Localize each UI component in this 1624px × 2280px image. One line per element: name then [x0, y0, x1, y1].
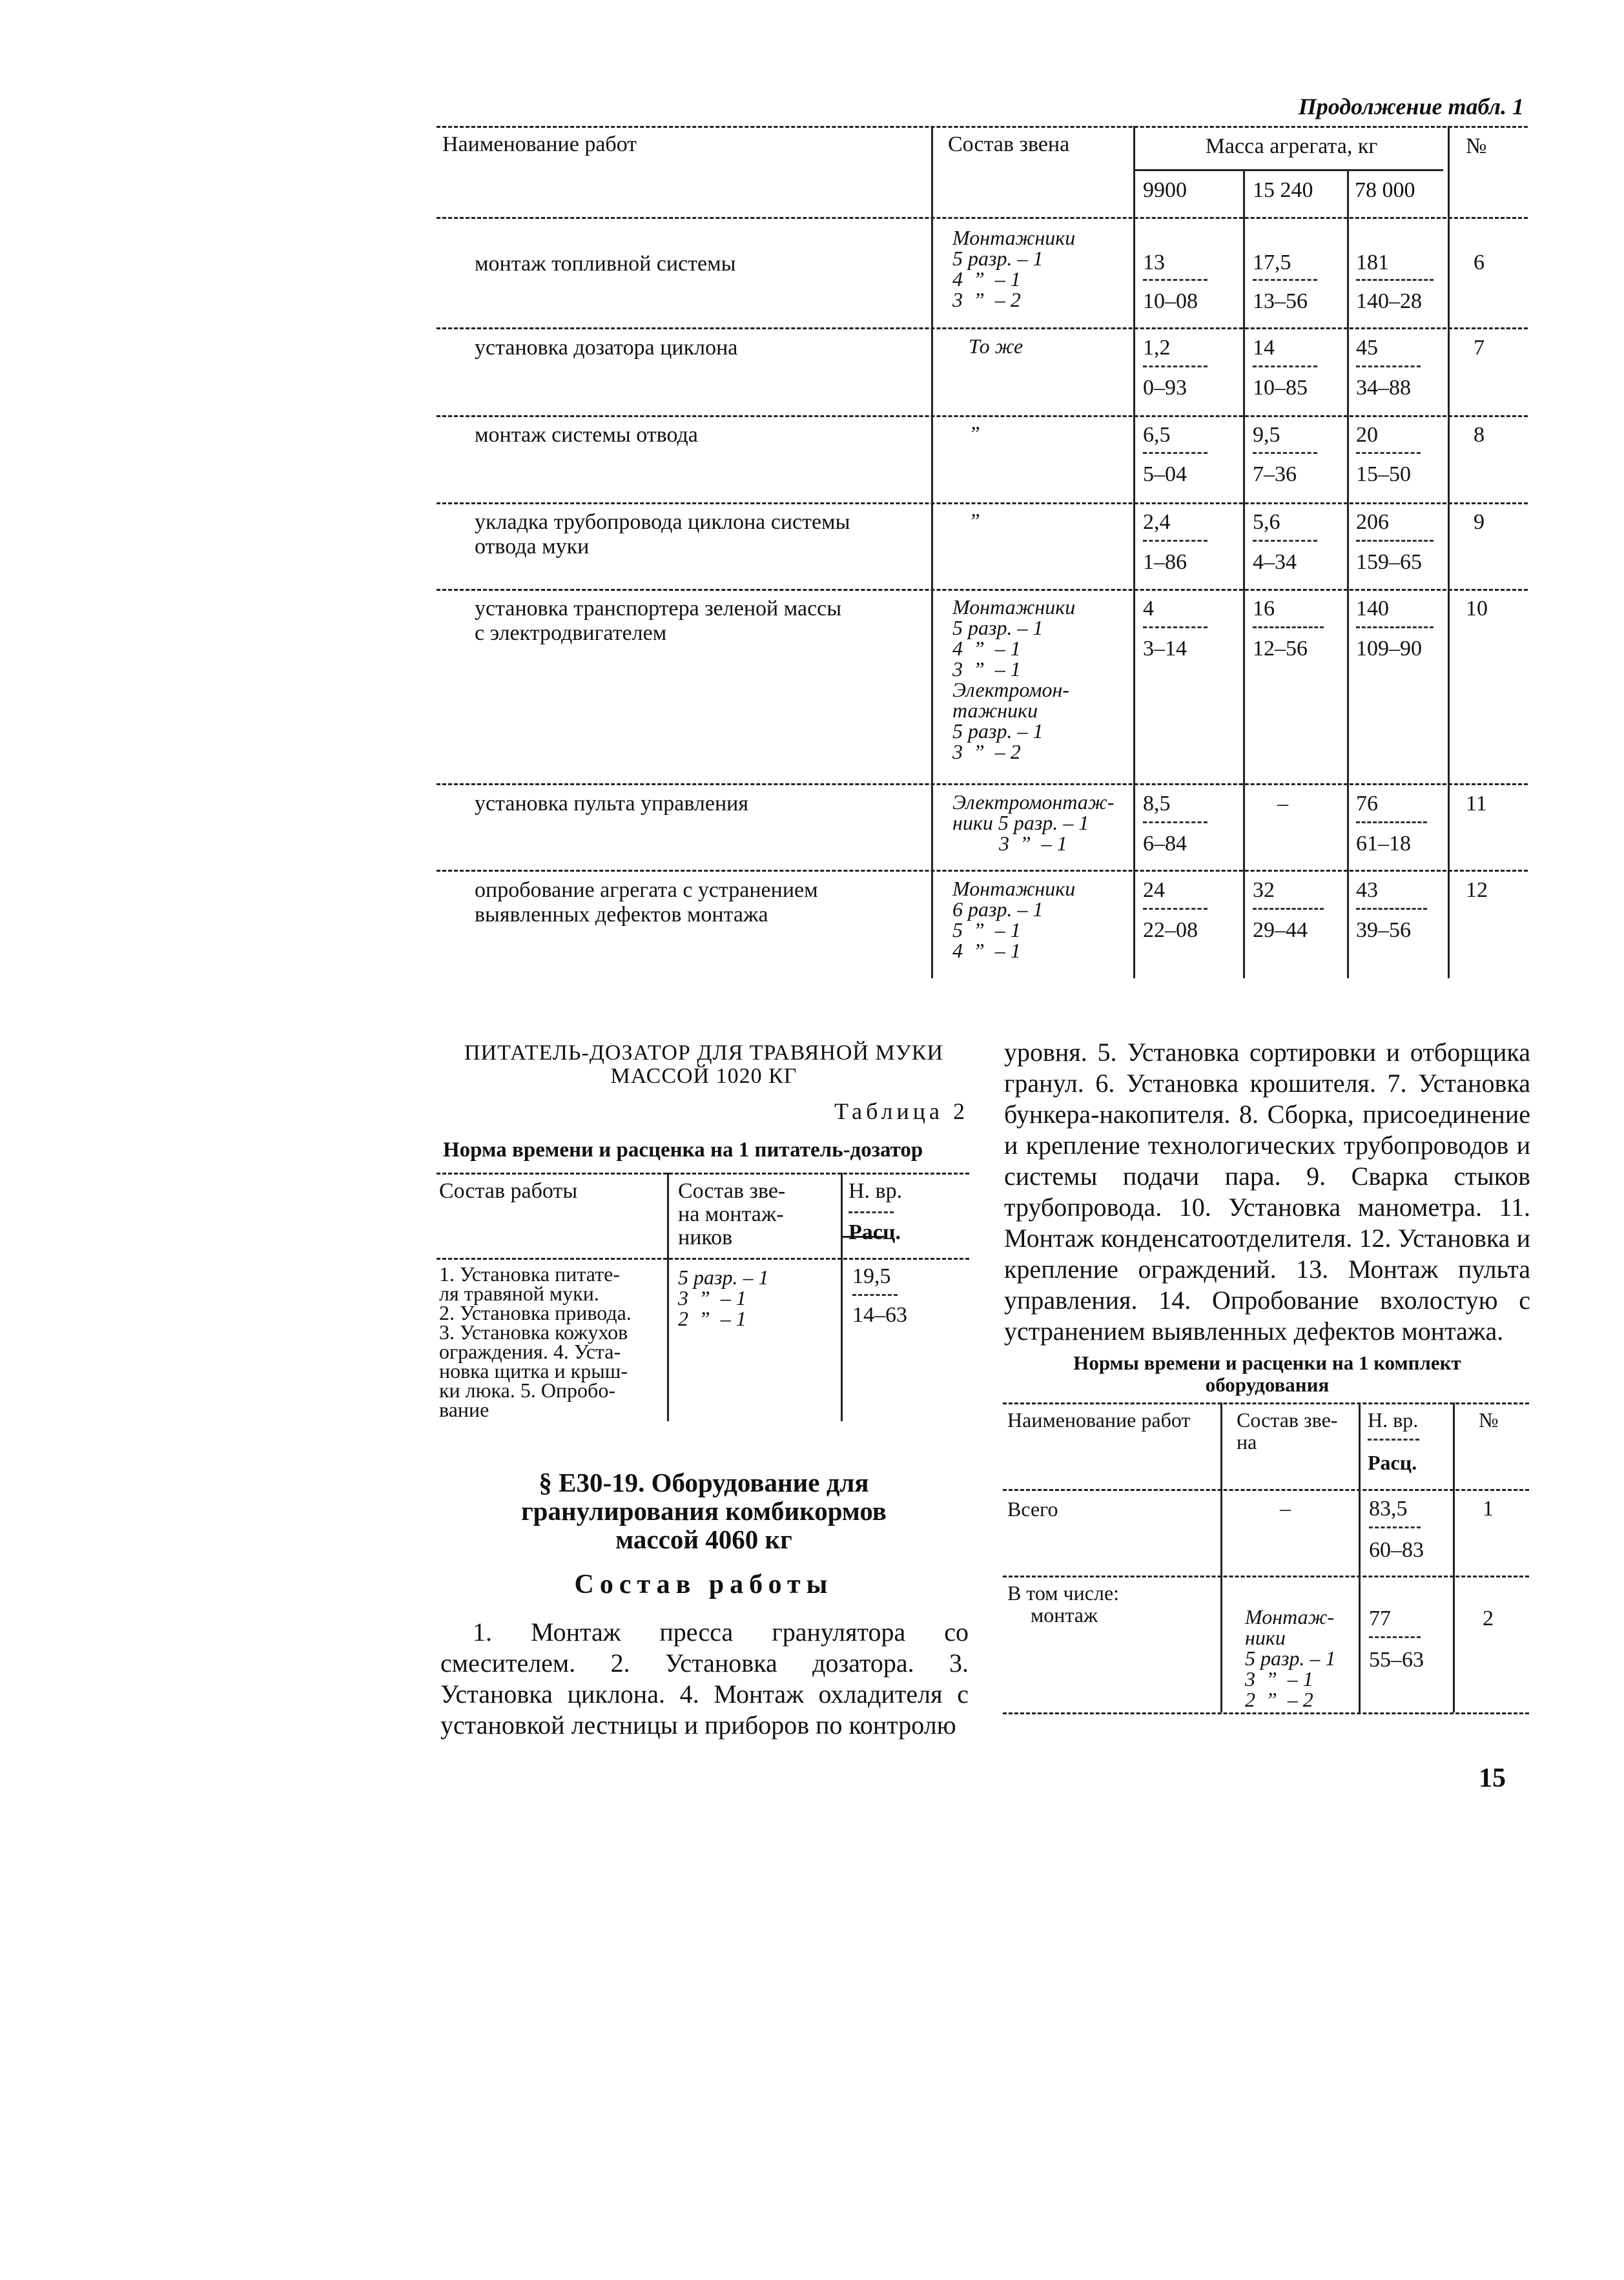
- rule-header-bottom: [437, 1258, 969, 1260]
- row-crew: ”: [969, 509, 980, 532]
- t2-header-work: Состав работы: [439, 1179, 578, 1203]
- row-number: 8: [1474, 423, 1485, 447]
- t3-norm-value: 77: [1369, 1607, 1391, 1630]
- t3-price-value: 60–83: [1369, 1538, 1424, 1562]
- norm-value: –: [1277, 792, 1288, 816]
- norm-value: 9,5: [1253, 423, 1280, 447]
- row-crew: 3 ” – 1: [952, 657, 1021, 681]
- col-rule: [1220, 1402, 1222, 1712]
- norm-value: 32: [1253, 878, 1275, 902]
- price-value: 3–14: [1143, 637, 1187, 661]
- row-crew: тажники: [952, 699, 1038, 722]
- row-crew: 4 ” – 1: [952, 267, 1021, 291]
- row-crew: 5 разр. – 1: [952, 616, 1043, 639]
- norm-value: 17,5: [1253, 251, 1291, 274]
- table-label: Таблица 2: [834, 1098, 969, 1124]
- rule-top: [437, 1173, 969, 1175]
- col-rule: [841, 1173, 843, 1421]
- t3-header-price: Расц.: [1368, 1451, 1417, 1474]
- col-rule: [667, 1173, 669, 1421]
- price-value: 10–08: [1143, 289, 1198, 313]
- price-value: 0–93: [1143, 376, 1187, 400]
- rule-bottom: [1003, 1712, 1529, 1714]
- header-mass-1: 9900: [1143, 178, 1187, 202]
- section-heading-line: МАССОЙ 1020 КГ: [610, 1064, 797, 1088]
- norm-value: 1,2: [1143, 336, 1171, 360]
- fraction-bar: [1253, 279, 1317, 281]
- t3-row-crew: 3 ” – 1: [1245, 1667, 1313, 1690]
- header-mass-2: 15 240: [1253, 178, 1313, 202]
- t3-row-crew: –: [1280, 1497, 1291, 1521]
- fraction-bar: [1143, 279, 1208, 281]
- col-rule: [1359, 1402, 1361, 1712]
- t2-crew-line: 3 ” – 1: [678, 1286, 746, 1309]
- norm-value: 16: [1253, 597, 1275, 621]
- row-crew: Электромон-: [952, 678, 1070, 701]
- norm-value: 20: [1356, 423, 1378, 447]
- norm-value: 140: [1356, 597, 1389, 621]
- t3-header-crew: на: [1237, 1430, 1257, 1453]
- row-crew: 5 ” – 1: [952, 918, 1021, 941]
- price-value: 13–56: [1253, 289, 1308, 313]
- row-crew: 4 ” – 1: [952, 939, 1021, 962]
- row-crew: ники 5 разр. – 1: [952, 811, 1089, 834]
- norm-value: 5,6: [1253, 510, 1280, 534]
- row-number: 10: [1466, 597, 1488, 621]
- header-crew: Состав звена: [948, 132, 1070, 156]
- table-caption: Продолжение табл. 1: [1298, 94, 1524, 119]
- t2-crew-line: 5 разр. – 1: [678, 1266, 769, 1289]
- col-rule: [1133, 126, 1135, 978]
- t2-work-line: 2. Установка привода.: [439, 1301, 632, 1324]
- t2-work-line: новка щитка и крыш-: [439, 1359, 628, 1382]
- t3-row-crew: 2 ” – 2: [1245, 1688, 1313, 1711]
- fraction-bar: [1143, 821, 1208, 823]
- rule-top: [437, 126, 1528, 128]
- row-name: монтаж топливной системы: [475, 252, 736, 276]
- price-value: 6–84: [1143, 832, 1187, 856]
- price-value: 10–85: [1253, 376, 1308, 400]
- t3-row-number: 1: [1483, 1497, 1494, 1521]
- price-value: 140–28: [1356, 289, 1422, 313]
- norm-value: 14: [1253, 336, 1275, 360]
- section-title: гранулирования комбикормов: [521, 1496, 887, 1526]
- fraction-bar: [1356, 821, 1427, 823]
- t3-row-name: Всего: [1007, 1497, 1058, 1521]
- row-crew: ”: [969, 422, 980, 445]
- norm-value: 2,4: [1143, 510, 1171, 534]
- t3-header-norm: Н. вр.: [1368, 1408, 1419, 1432]
- norm-value: 4: [1143, 597, 1154, 621]
- col-rule: [1448, 126, 1450, 978]
- row-number: 12: [1466, 878, 1488, 902]
- norm-value: 45: [1356, 336, 1378, 360]
- composition-continuation: уровня. 5. Установка сортировки и отборщика гранул. 6. Установка крошителя. 7. Установка бункера-накопителя. 8. Сборка, присоединение и крепление технологических трубопроводов и системы подачи пара. 9. Сварка стыков трубопровода. 10. Установка манометра. 11. Монтаж конденсатоотделителя. 12. Установка и крепление ограждений. 13. Монтаж пульта управления. 14. Опробование вхолостую с устранением выявленных дефектов монтажа.: [1004, 1038, 1530, 1346]
- t2-price-value: 14–63: [852, 1303, 907, 1327]
- fraction-bar: [1356, 279, 1434, 281]
- fraction-bar: [848, 1211, 894, 1213]
- rule-row: [437, 589, 1528, 591]
- norms-title: Нормы времени и расценки на 1 комплект: [1073, 1351, 1461, 1374]
- norm-value: 24: [1143, 878, 1165, 902]
- t2-header-crew: на монтаж-: [678, 1202, 784, 1226]
- t3-norm-value: 83,5: [1369, 1497, 1408, 1521]
- fraction-bar: [1356, 908, 1427, 910]
- rule-top: [1003, 1402, 1529, 1404]
- price-value: 109–90: [1356, 637, 1422, 661]
- fraction-bar: [1356, 452, 1421, 454]
- row-crew: 5 разр. – 1: [952, 247, 1043, 270]
- col-rule: [931, 126, 933, 978]
- norm-value: 6,5: [1143, 423, 1171, 447]
- fraction-bar: [1143, 365, 1208, 367]
- rule-row: [1003, 1576, 1529, 1577]
- t2-work-line: ограждения. 4. Уста-: [439, 1340, 621, 1363]
- row-crew: 6 разр. – 1: [952, 898, 1043, 921]
- row-name: установка пульта управления: [475, 792, 749, 816]
- fraction-bar: [1253, 908, 1324, 910]
- t3-row-name: В том числе:: [1007, 1581, 1120, 1605]
- rule-header-bottom: [1003, 1489, 1529, 1491]
- section-heading-line: ПИТАТЕЛЬ-ДОЗАТОР ДЛЯ ТРАВЯНОЙ МУКИ: [464, 1041, 944, 1065]
- rule-mass-sub: [1133, 169, 1443, 171]
- fraction-bar: [1356, 626, 1434, 628]
- composition-title: Состав работы: [574, 1570, 834, 1599]
- t2-header-crew: Состав зве-: [678, 1179, 786, 1203]
- page-number: 15: [1479, 1763, 1506, 1793]
- rule-row: [437, 783, 1528, 785]
- fraction-bar: [1369, 1526, 1421, 1528]
- row-crew: 4 ” – 1: [952, 637, 1021, 660]
- t3-header-name: Наименование работ: [1007, 1408, 1191, 1432]
- norm-value: 206: [1356, 510, 1389, 534]
- price-value: 4–34: [1253, 550, 1297, 574]
- fraction-bar: [852, 1294, 898, 1296]
- col-rule: [1453, 1402, 1455, 1712]
- t2-work-line: 3. Установка кожухов: [439, 1320, 628, 1344]
- t2-work-line: вание: [439, 1398, 489, 1421]
- row-name: монтаж системы отвода: [475, 423, 698, 447]
- row-crew: Монтажники: [952, 877, 1076, 900]
- norms-title: оборудования: [1205, 1373, 1330, 1396]
- header-name: Наименование работ: [442, 132, 637, 156]
- header-num: №: [1466, 134, 1487, 158]
- t2-norm-value: 19,5: [852, 1264, 891, 1288]
- section-title: массой 4060 кг: [615, 1525, 792, 1554]
- table-title: Норма времени и расценка на 1 питатель-дозатор: [443, 1138, 923, 1162]
- t3-header-num: №: [1479, 1408, 1499, 1432]
- row-name: выявленных дефектов монтажа: [475, 903, 768, 927]
- price-value: 12–56: [1253, 637, 1308, 661]
- row-name: отвода муки: [475, 535, 590, 559]
- rule-row: [437, 870, 1528, 872]
- row-name: опробование агрегата с устранением: [475, 878, 818, 902]
- rule-row: [437, 327, 1528, 329]
- norm-value: 43: [1356, 878, 1378, 902]
- price-value: 22–08: [1143, 918, 1198, 942]
- fraction-bar: [1253, 540, 1317, 542]
- fraction-bar: [1368, 1439, 1419, 1441]
- rule-row: [437, 415, 1528, 417]
- rule-header-bottom: [437, 217, 1528, 219]
- header-mass: Масса агрегата, кг: [1205, 134, 1378, 158]
- fraction-bar: [1356, 540, 1434, 542]
- t3-header-crew: Состав зве-: [1237, 1408, 1338, 1432]
- t3-row-crew: Монтаж-: [1245, 1605, 1334, 1628]
- t2-header-crew: ников: [678, 1226, 733, 1249]
- price-value: 1–86: [1143, 550, 1187, 574]
- t2-header-norm: Н. вр.: [848, 1179, 903, 1203]
- row-name: с электродвигателем: [475, 621, 667, 645]
- norm-value: 13: [1143, 251, 1165, 274]
- t2-crew-line: 2 ” – 1: [678, 1307, 746, 1330]
- row-crew: 3 ” – 2: [952, 288, 1021, 311]
- row-number: 6: [1474, 251, 1485, 274]
- t3-row-number: 2: [1483, 1607, 1494, 1630]
- fraction-bar: [1143, 626, 1208, 628]
- t2-work-line: ля травяной муки.: [439, 1282, 599, 1305]
- price-value: 39–56: [1356, 918, 1411, 942]
- rule-row: [437, 502, 1528, 504]
- price-value: 5–04: [1143, 462, 1187, 486]
- fraction-bar: [1356, 365, 1421, 367]
- t3-row-crew: ники: [1245, 1626, 1286, 1649]
- norm-value: 76: [1356, 792, 1378, 816]
- row-number: 11: [1466, 792, 1487, 816]
- header-mass-3: 78 000: [1355, 178, 1415, 202]
- col-rule: [1347, 169, 1349, 978]
- fraction-bar: [1253, 365, 1317, 367]
- row-number: 7: [1474, 336, 1485, 360]
- price-value: 61–18: [1356, 832, 1411, 856]
- price-value: 159–65: [1356, 550, 1422, 574]
- fraction-bar: [1369, 1636, 1421, 1638]
- price-value: 29–44: [1253, 918, 1308, 942]
- row-name: установка дозатора циклона: [475, 336, 738, 360]
- row-crew: Монтажники: [952, 226, 1076, 249]
- row-crew: Монтажники: [952, 595, 1076, 619]
- row-number: 9: [1474, 510, 1485, 534]
- price-value: 15–50: [1356, 462, 1411, 486]
- norm-value: 181: [1356, 251, 1389, 274]
- t3-row-name: монтаж: [1031, 1603, 1098, 1627]
- fraction-bar: [1143, 452, 1208, 454]
- fraction-bar: [1253, 452, 1317, 454]
- t2-work-line: 1. Установка питате-: [439, 1262, 620, 1286]
- fraction-bar: [1143, 908, 1208, 910]
- col-rule: [1243, 169, 1245, 978]
- t2-work-line: ки люка. 5. Опробо-: [439, 1379, 615, 1402]
- row-crew: 3 ” – 1: [952, 832, 1067, 855]
- composition-text: 1. Монтаж пресса гранулятора со смесителем. 2. Установка дозатора. 3. Установка циклона. 4. Монтаж охладителя с установкой лестницы и приборов по контролю: [440, 1618, 969, 1740]
- fraction-bar: [1143, 540, 1208, 542]
- section-title: § Е30-19. Оборудование для: [539, 1468, 869, 1497]
- row-crew: То же: [969, 334, 1023, 358]
- norm-value: 8,5: [1143, 792, 1171, 816]
- row-crew: 5 разр. – 1: [952, 719, 1043, 743]
- row-name: укладка трубопровода циклона системы: [475, 510, 850, 534]
- t3-row-crew: 5 разр. – 1: [1245, 1647, 1336, 1670]
- fraction-bar: [1253, 626, 1324, 628]
- row-name: установка транспортера зеленой массы: [475, 597, 842, 621]
- t3-price-value: 55–63: [1369, 1648, 1424, 1672]
- price-value: 34–88: [1356, 376, 1411, 400]
- t2-header-price: Расц.: [848, 1220, 901, 1244]
- row-crew: Электромонтаж-: [952, 790, 1115, 814]
- row-crew: 3 ” – 2: [952, 740, 1021, 763]
- price-value: 7–36: [1253, 462, 1297, 486]
